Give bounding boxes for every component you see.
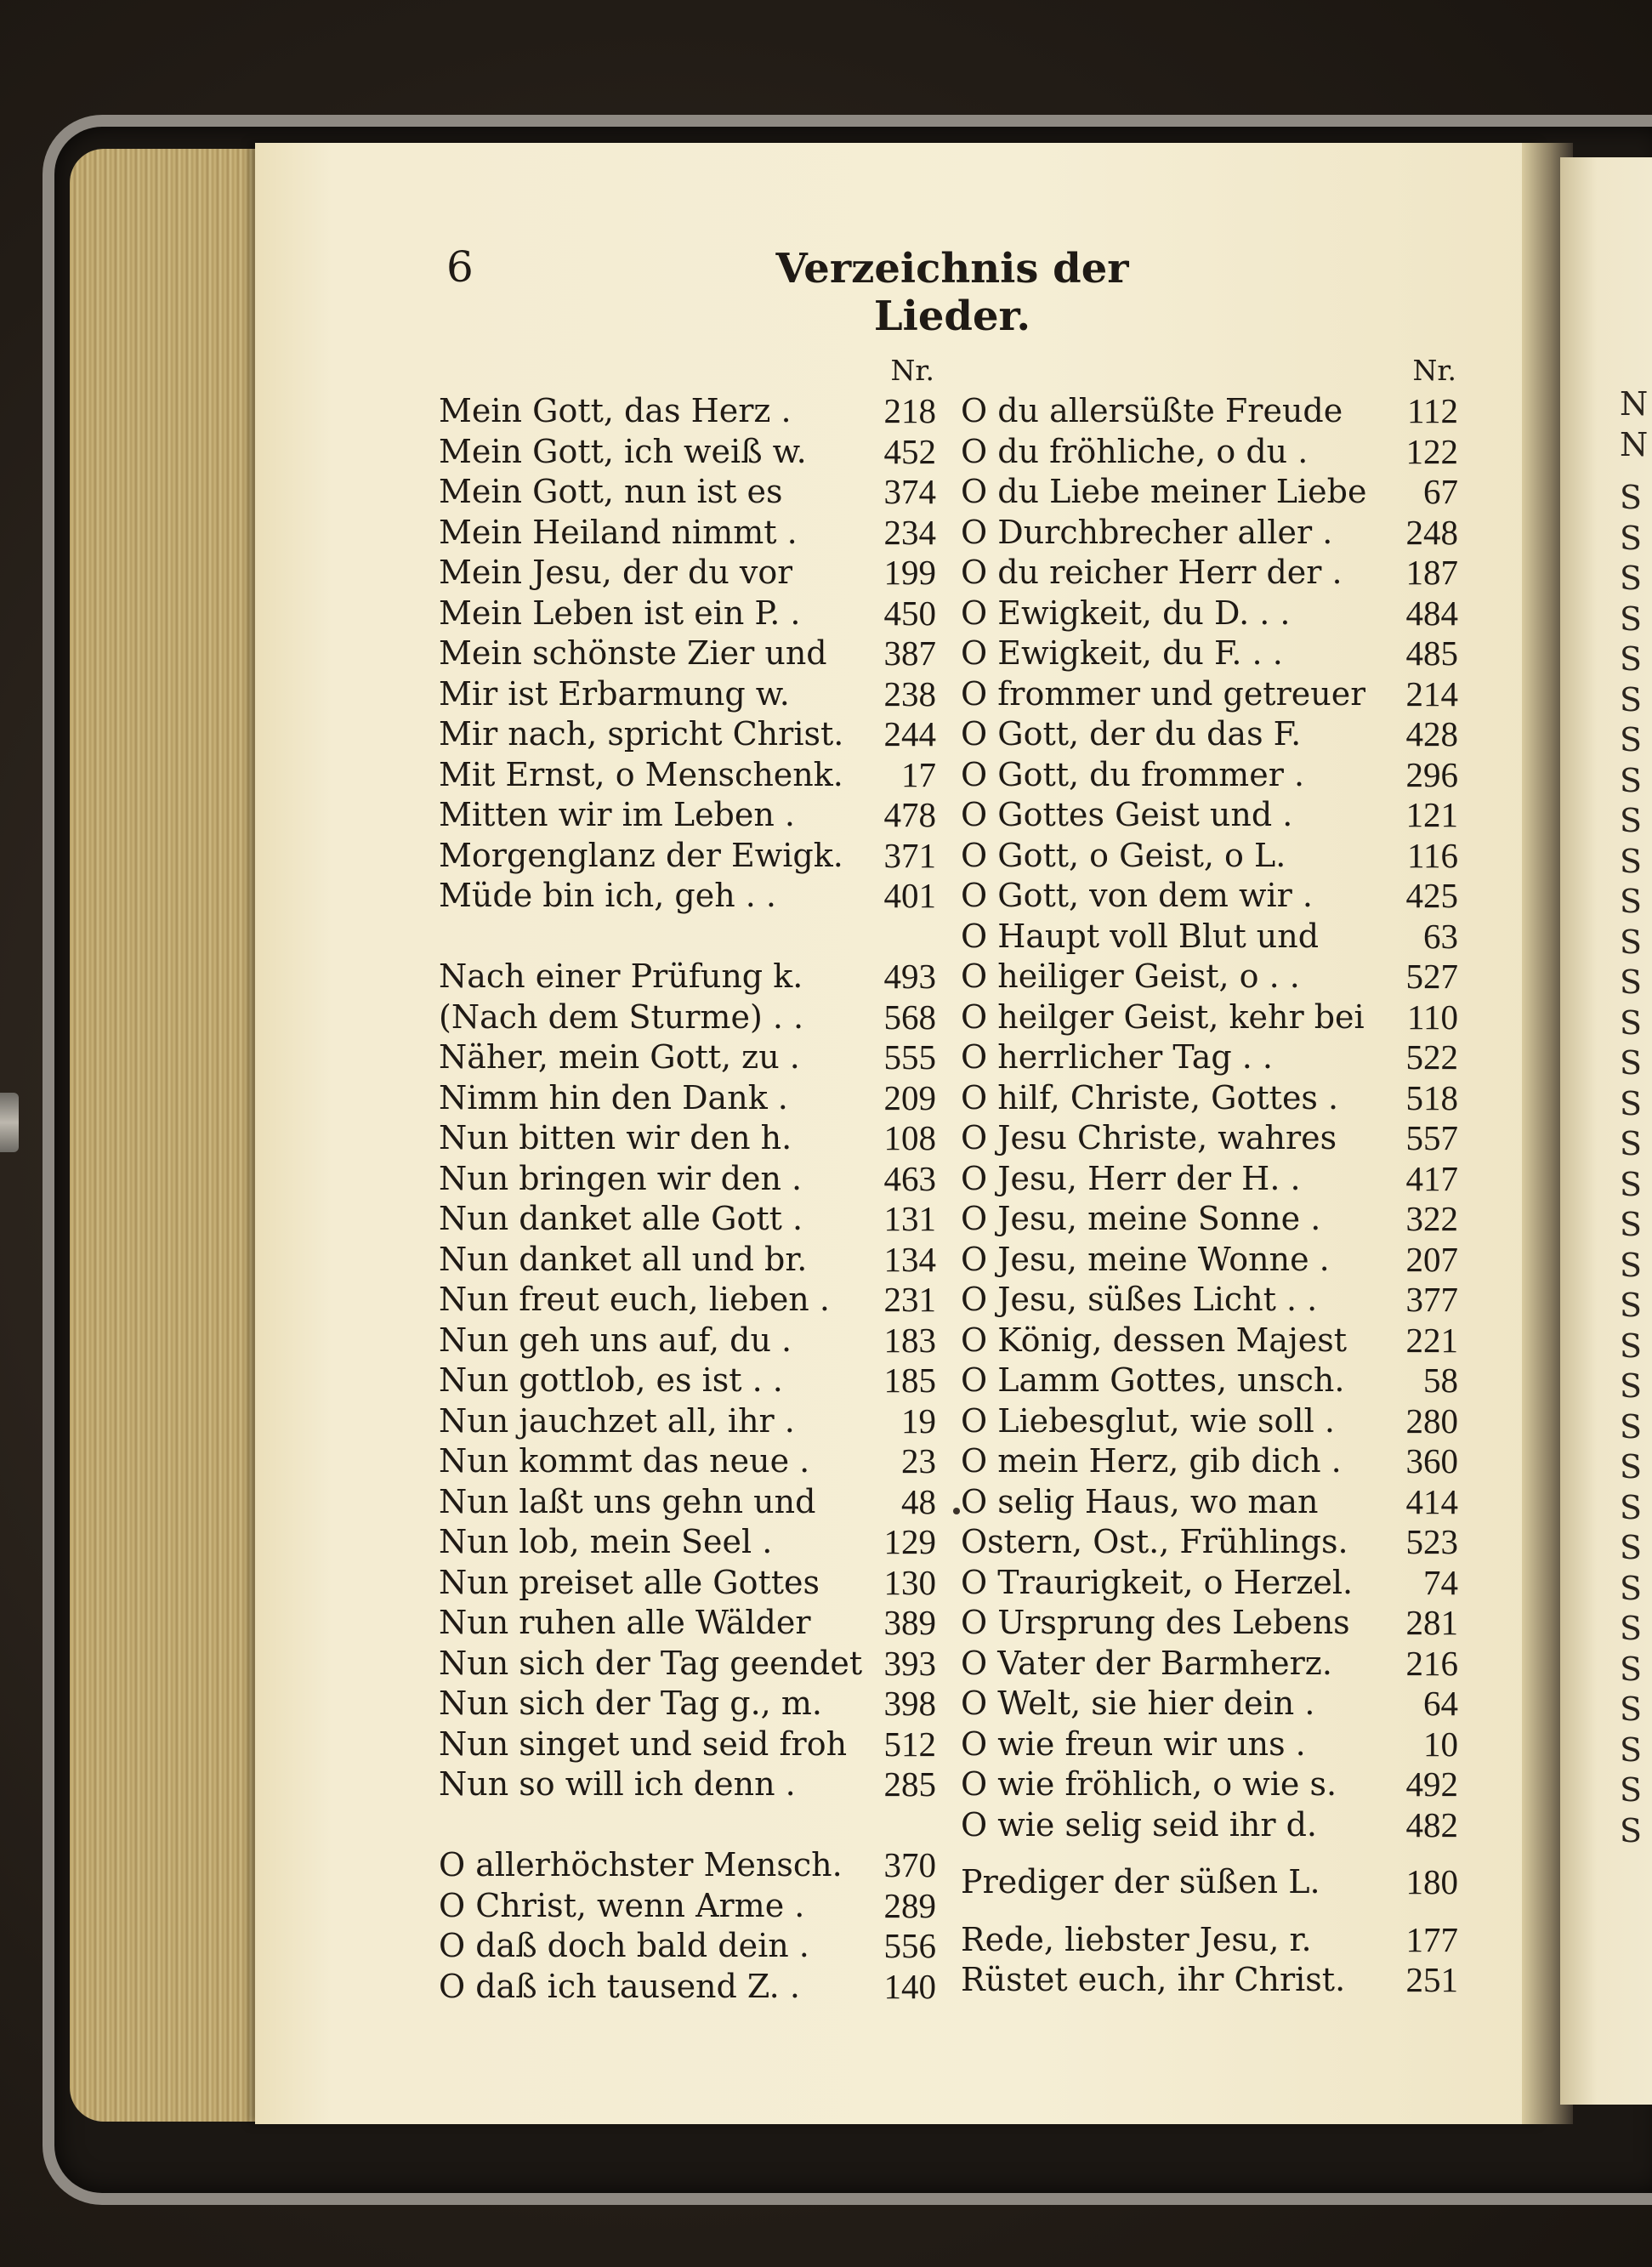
hymn-number: 140 — [883, 1966, 936, 2006]
hymn-title: O Lamm Gottes, unsch. — [961, 1361, 1345, 1399]
hymn-title: O Jesu, süßes Licht . . — [961, 1281, 1318, 1318]
hymn-title: Nun kommt das neue . — [439, 1442, 810, 1480]
hymn-title: Mitten wir im Leben . — [439, 796, 796, 833]
index-entry — [961, 1644, 1458, 1685]
hymn-title: Mir ist Erbarmung w. — [439, 674, 790, 713]
group-spacer — [439, 917, 936, 957]
index-entry — [439, 1644, 936, 1685]
hymn-number: 185 — [883, 1361, 936, 1400]
hymn-number: 568 — [883, 997, 936, 1037]
next-page-glyph: N — [1620, 385, 1649, 423]
hymn-title: Nun sich der Tag g., m. — [439, 1685, 822, 1722]
hymn-number: 285 — [883, 1764, 936, 1804]
page-title: Verzeichnis der Lieder. — [775, 245, 1129, 340]
hymn-number: 67 — [1423, 472, 1458, 511]
next-page-glyph: S — [1620, 680, 1643, 719]
hymn-number: 238 — [883, 673, 936, 713]
hymn-number: 425 — [1405, 876, 1458, 915]
hymn-title: O Gott, der du das F. — [961, 715, 1302, 753]
hymn-number: 360 — [1405, 1441, 1458, 1480]
hymn-number: 234 — [883, 512, 936, 552]
hymn-number: 523 — [1405, 1522, 1458, 1561]
hymn-number: 557 — [1405, 1118, 1458, 1157]
index-entry — [961, 755, 1458, 796]
hymn-number: 374 — [883, 472, 936, 511]
next-page-edge — [1560, 157, 1652, 2105]
hymn-title: Mein schönste Zier und — [439, 634, 827, 672]
index-entry — [439, 1037, 936, 1078]
next-page-glyph: S — [1620, 1488, 1643, 1526]
group-spacer — [961, 1845, 1458, 1862]
hymn-number: 74 — [1423, 1562, 1458, 1602]
hymn-title: O heilger Geist, kehr bei — [961, 997, 1365, 1036]
hymn-number: 199 — [883, 553, 936, 592]
hymn-number: 555 — [883, 1037, 936, 1077]
index-entry — [439, 1886, 936, 1927]
hymn-title: O Gottes Geist und . — [961, 796, 1293, 833]
index-entry — [439, 1563, 936, 1604]
index-entry — [439, 1724, 936, 1765]
index-entry — [961, 714, 1458, 755]
hymn-title: O herrlicher Tag . . — [961, 1038, 1274, 1076]
hymn-title: Nun lob, mein Seel . — [439, 1523, 773, 1560]
hymn-title: O Gott, von dem wir . — [961, 877, 1313, 914]
hymn-title: O Jesu, meine Wonne . — [961, 1240, 1330, 1278]
hymn-number: 371 — [883, 835, 936, 875]
hymn-title: O wie freun wir uns . — [961, 1724, 1306, 1763]
hymn-number: 180 — [1405, 1862, 1458, 1901]
next-page-glyph: S — [1620, 1125, 1643, 1162]
left-column — [439, 350, 936, 2007]
index-entry — [439, 1401, 936, 1442]
hymn-title: O Durchbrecher aller . — [961, 513, 1333, 551]
hymn-title: Nimm hin den Dank . — [439, 1078, 788, 1116]
index-entry — [961, 1960, 1458, 2001]
index-entry — [439, 1118, 936, 1159]
next-page-glyph: S — [1620, 1206, 1643, 1243]
hymn-title: O König, dessen Majest — [961, 1321, 1348, 1359]
hymn-number: 131 — [883, 1199, 936, 1238]
hymn-title: Nach einer Prüfung k. — [439, 957, 803, 995]
hymn-number: 322 — [1405, 1199, 1458, 1238]
hymn-number: 58 — [1423, 1361, 1458, 1400]
index-entry — [961, 472, 1458, 513]
next-page-glyph: S — [1620, 479, 1643, 516]
index-entry — [439, 1764, 936, 1805]
next-page-glyph: S — [1620, 1003, 1643, 1042]
nr-label: Nr. — [1412, 354, 1456, 387]
index-entry — [439, 1603, 936, 1644]
index-entry — [961, 432, 1458, 473]
index-entry — [439, 1967, 936, 2008]
hymn-number: 289 — [883, 1885, 936, 1925]
hymn-number: 492 — [1405, 1764, 1458, 1804]
index-entry — [961, 836, 1458, 877]
index-entry — [961, 674, 1458, 715]
index-entry — [439, 1522, 936, 1563]
next-page-glyph: S — [1620, 640, 1643, 678]
hymn-number: 452 — [883, 431, 936, 471]
hymn-title: O Christ, wenn Arme . — [439, 1886, 805, 1924]
next-page-glyph: S — [1620, 1448, 1643, 1486]
hymn-number: 512 — [883, 1724, 936, 1764]
index-entry — [439, 513, 936, 554]
hymn-title: O du Liebe meiner Liebe — [961, 473, 1367, 510]
hymn-number: 183 — [883, 1320, 936, 1360]
next-page-glyph: S — [1620, 1610, 1643, 1647]
hymn-number: 23 — [901, 1441, 936, 1480]
hymn-title: Ostern, Ost., Frühlings. — [961, 1523, 1348, 1560]
hymn-title: Mein Jesu, der du vor — [439, 554, 793, 591]
hymn-title: O heiliger Geist, o . . — [961, 957, 1300, 995]
hymn-title: Rüstet euch, ihr Christ. — [961, 1961, 1346, 1998]
hymn-title: Nun danket alle Gott . — [439, 1200, 803, 1237]
next-page-glyph: N — [1620, 425, 1649, 463]
next-page-glyph: S — [1620, 1367, 1643, 1405]
index-entry — [439, 1441, 936, 1482]
index-entry — [961, 917, 1458, 957]
hymn-number: 522 — [1405, 1037, 1458, 1077]
hymn-number: 121 — [1405, 795, 1458, 834]
next-page-glyph: S — [1620, 1529, 1643, 1566]
next-page-glyph: S — [1620, 1569, 1643, 1607]
hymn-title: Mein Heiland nimmt . — [439, 513, 798, 551]
hymn-number: 370 — [883, 1845, 936, 1884]
index-entry — [961, 513, 1458, 554]
index-entry — [439, 1926, 936, 1967]
next-page-glyph: S — [1620, 599, 1643, 638]
index-entry — [439, 1361, 936, 1401]
index-entry — [961, 1361, 1458, 1401]
hymn-title: Nun preiset alle Gottes — [439, 1563, 820, 1601]
index-entry — [961, 1862, 1458, 1903]
next-page-glyph: S — [1620, 1690, 1643, 1728]
index-entry — [439, 1240, 936, 1281]
hymn-number: 393 — [883, 1643, 936, 1683]
index-entry — [961, 1920, 1458, 1961]
hymn-title: Rede, liebster Jesu, r. — [961, 1920, 1312, 1958]
hymn-number: 478 — [883, 795, 936, 834]
hymn-number: 485 — [1405, 634, 1458, 673]
hymn-number: 450 — [883, 593, 936, 633]
hymn-number: 428 — [1405, 714, 1458, 753]
hymn-title: O Jesu Christe, wahres — [961, 1119, 1337, 1156]
hymn-number: 116 — [1407, 835, 1458, 875]
index-entry — [961, 876, 1458, 917]
hymn-title: O daß doch bald dein . — [439, 1927, 809, 1964]
hymn-number: 463 — [883, 1158, 936, 1198]
hymn-number: 221 — [1405, 1320, 1458, 1360]
index-entry — [961, 795, 1458, 836]
hymn-title: Nun laßt uns gehn und — [439, 1482, 816, 1520]
page-number: 6 — [446, 242, 474, 292]
hymn-title: O Ursprung des Lebens — [961, 1604, 1350, 1641]
hymn-title: Morgenglanz der Ewigk. — [439, 836, 843, 874]
index-entry — [439, 997, 936, 1038]
hymn-number: 10 — [1423, 1724, 1458, 1764]
hymn-title: Mein Gott, nun ist es — [439, 473, 783, 510]
hymn-title: O Welt, sie hier dein . — [961, 1685, 1315, 1722]
next-page-glyph: S — [1620, 1327, 1643, 1365]
hymn-title: O selig Haus, wo man — [961, 1482, 1319, 1520]
index-entry — [961, 1563, 1458, 1604]
index-entry — [961, 1482, 1458, 1523]
hymn-title: O Liebesglut, wie soll . — [961, 1401, 1335, 1440]
hymn-number: 281 — [1405, 1603, 1458, 1642]
index-entry — [439, 1199, 936, 1240]
next-page-glyph: S — [1620, 1730, 1643, 1769]
ink-spot — [953, 1508, 960, 1514]
hymn-title: Nun so will ich denn . — [439, 1765, 796, 1803]
index-entry — [961, 1037, 1458, 1078]
index-entry — [439, 1845, 936, 1886]
hymn-title: Nun sich der Tag geendet — [439, 1644, 863, 1682]
hymn-title: O du reicher Herr der . — [961, 554, 1343, 591]
hymn-number: 417 — [1405, 1158, 1458, 1198]
index-entry — [439, 553, 936, 594]
hymn-number: 187 — [1405, 553, 1458, 592]
book-clasp — [0, 1093, 19, 1152]
hymn-title: Näher, mein Gott, zu . — [439, 1038, 800, 1076]
next-page-glyph: S — [1620, 761, 1643, 799]
index-entry — [439, 594, 936, 634]
hymn-title: O mein Herz, gib dich . — [961, 1442, 1342, 1480]
hymn-title: O Jesu, meine Sonne . — [961, 1200, 1321, 1237]
hymn-title: O Ewigkeit, du D. . . — [961, 594, 1291, 632]
hymn-number: 248 — [1405, 512, 1458, 552]
hymn-number: 482 — [1405, 1804, 1458, 1844]
index-entry — [961, 1280, 1458, 1321]
next-page-glyph: S — [1620, 1246, 1643, 1284]
hymn-number: 493 — [883, 957, 936, 996]
index-entry — [439, 1321, 936, 1361]
hymn-number: 218 — [883, 391, 936, 430]
next-page-glyph: S — [1620, 963, 1643, 1001]
hymn-title: Nun freut euch, lieben . — [439, 1281, 830, 1318]
index-entry — [439, 391, 936, 432]
hymn-title: Nun ruhen alle Wälder — [439, 1604, 811, 1641]
index-entry — [961, 553, 1458, 594]
hymn-number: 296 — [1405, 754, 1458, 794]
hymn-number: 280 — [1405, 1401, 1458, 1440]
hymn-title: Mit Ernst, o Menschenk. — [439, 755, 843, 793]
next-page-glyph: S — [1620, 721, 1643, 759]
hymn-title: O wie fröhlich, o wie s. — [961, 1765, 1337, 1803]
hymn-title: O daß ich tausend Z. . — [439, 1967, 800, 2005]
index-entry — [961, 1078, 1458, 1119]
index-entry — [961, 1321, 1458, 1361]
index-entry — [961, 1805, 1458, 1846]
index-entry — [961, 1603, 1458, 1644]
index-entry — [961, 957, 1458, 997]
index-entry — [961, 1522, 1458, 1563]
hymn-title: O du fröhliche, o du . — [961, 432, 1309, 470]
hymn-title: O frommer und getreuer — [961, 674, 1366, 713]
hymn-number: 556 — [883, 1926, 936, 1965]
index-entry — [439, 1159, 936, 1200]
group-spacer — [961, 1903, 1458, 1920]
right-column — [961, 350, 1458, 2001]
next-page-glyph: S — [1620, 560, 1643, 597]
hymn-number: 251 — [1405, 1960, 1458, 1999]
hymn-number: 389 — [883, 1603, 936, 1642]
next-page-glyph: S — [1620, 519, 1643, 557]
hymn-number: 64 — [1423, 1684, 1458, 1723]
index-entry — [961, 1441, 1458, 1482]
hymn-title: O Ewigkeit, du F. . . — [961, 634, 1283, 672]
index-entry — [439, 634, 936, 674]
index-entry — [439, 957, 936, 997]
page-edges — [70, 149, 270, 2122]
hymn-number: 63 — [1423, 916, 1458, 956]
hymn-number: 387 — [883, 634, 936, 673]
hymn-title: Nun geh uns auf, du . — [439, 1321, 792, 1359]
index-entry — [961, 997, 1458, 1038]
index-entry — [961, 1724, 1458, 1765]
hymn-number: 216 — [1405, 1643, 1458, 1683]
next-page-glyph: S — [1620, 1165, 1643, 1203]
hymn-number: 401 — [883, 876, 936, 915]
hymn-title: O wie selig seid ihr d. — [961, 1805, 1318, 1844]
nr-label: Nr. — [890, 354, 934, 387]
next-page-glyph: S — [1620, 1287, 1643, 1324]
index-entry — [439, 836, 936, 877]
hymn-number: 484 — [1405, 593, 1458, 633]
hymn-title: O hilf, Christe, Gottes . — [961, 1078, 1339, 1116]
hymn-title: O Vater der Barmherz. — [961, 1644, 1332, 1682]
index-entry — [439, 1684, 936, 1724]
hymn-title: Nun bitten wir den h. — [439, 1119, 792, 1156]
hymn-title: Nun singet und seid froh — [439, 1724, 848, 1763]
hymn-number: 377 — [1405, 1280, 1458, 1319]
index-entry — [961, 1159, 1458, 1200]
hymn-number: 231 — [883, 1280, 936, 1319]
hymn-number: 214 — [1405, 673, 1458, 713]
next-page-glyph: S — [1620, 802, 1643, 839]
hymn-number: 244 — [883, 714, 936, 753]
next-page-glyph: S — [1620, 842, 1643, 880]
hymn-title: Mir nach, spricht Christ. — [439, 715, 844, 753]
index-entry — [961, 391, 1458, 432]
hymn-title: Mein Gott, ich weiß w. — [439, 432, 807, 470]
index-entry — [439, 432, 936, 473]
hymn-number: 108 — [883, 1118, 936, 1157]
index-entry — [961, 1764, 1458, 1805]
next-page-glyph: S — [1620, 883, 1643, 920]
hymn-title: O Gott, o Geist, o L. — [961, 836, 1286, 874]
hymn-title: Müde bin ich, geh . . — [439, 877, 776, 914]
index-entry — [961, 1401, 1458, 1442]
index-entry — [439, 1078, 936, 1119]
index-entry — [439, 876, 936, 917]
index-entry — [439, 472, 936, 513]
index-entry — [439, 1280, 936, 1321]
next-page-glyph: S — [1620, 1407, 1643, 1446]
group-spacer — [439, 1805, 936, 1846]
hymn-number: 130 — [883, 1562, 936, 1602]
index-entry — [439, 674, 936, 715]
hymn-title: Nun bringen wir den . — [439, 1159, 803, 1197]
hymn-number: 527 — [1405, 957, 1458, 996]
hymn-title: Prediger der süßen L. — [961, 1863, 1320, 1901]
hymn-title: Nun gottlob, es ist . . — [439, 1361, 783, 1399]
index-entry — [439, 755, 936, 796]
hymn-number: 48 — [901, 1481, 936, 1521]
hymn-number: 129 — [883, 1522, 936, 1561]
hymn-title: Nun danket all und br. — [439, 1240, 808, 1278]
index-entry — [439, 795, 936, 836]
hymn-title: O Jesu, Herr der H. . — [961, 1159, 1301, 1197]
hymn-title: O du allersüßte Freude — [961, 392, 1343, 429]
hymn-number: 177 — [1405, 1919, 1458, 1959]
hymn-number: 17 — [901, 754, 936, 794]
hymn-title: O Haupt voll Blut und — [961, 917, 1320, 955]
hymn-title: Mein Gott, das Herz . — [439, 392, 792, 429]
index-entry — [961, 594, 1458, 634]
next-page-glyph: S — [1620, 1044, 1643, 1082]
hymn-number: 19 — [901, 1401, 936, 1440]
hymn-number: 207 — [1405, 1239, 1458, 1279]
hymn-number: 414 — [1405, 1481, 1458, 1521]
index-entry — [961, 1199, 1458, 1240]
hymn-title: Nun jauchzet all, ihr . — [439, 1401, 795, 1440]
index-entry — [439, 714, 936, 755]
hymn-number: 134 — [883, 1239, 936, 1279]
index-entry — [961, 1240, 1458, 1281]
hymn-title: Mein Leben ist ein P. . — [439, 594, 801, 632]
index-entry — [961, 1118, 1458, 1159]
next-page-glyph: S — [1620, 1811, 1643, 1849]
hymn-number: 209 — [883, 1077, 936, 1117]
next-page-glyph: S — [1620, 1650, 1643, 1688]
next-page-glyph: S — [1620, 1084, 1643, 1122]
hymn-number: 110 — [1407, 997, 1458, 1037]
hymn-number: 112 — [1407, 391, 1458, 430]
next-page-glyph: S — [1620, 1771, 1643, 1809]
hymn-title: O Traurigkeit, o Herzel. — [961, 1563, 1354, 1601]
next-page-glyph: S — [1620, 923, 1643, 961]
hymn-number: 122 — [1405, 431, 1458, 471]
index-entry — [439, 1482, 936, 1523]
hymn-title: O allerhöchster Mensch. — [439, 1846, 843, 1883]
hymn-title: (Nach dem Sturme) . . — [439, 997, 804, 1036]
index-entry — [961, 1684, 1458, 1724]
index-entry — [961, 634, 1458, 674]
hymn-number: 398 — [883, 1684, 936, 1723]
hymn-title: O Gott, du frommer . — [961, 755, 1305, 793]
hymn-number: 518 — [1405, 1077, 1458, 1117]
